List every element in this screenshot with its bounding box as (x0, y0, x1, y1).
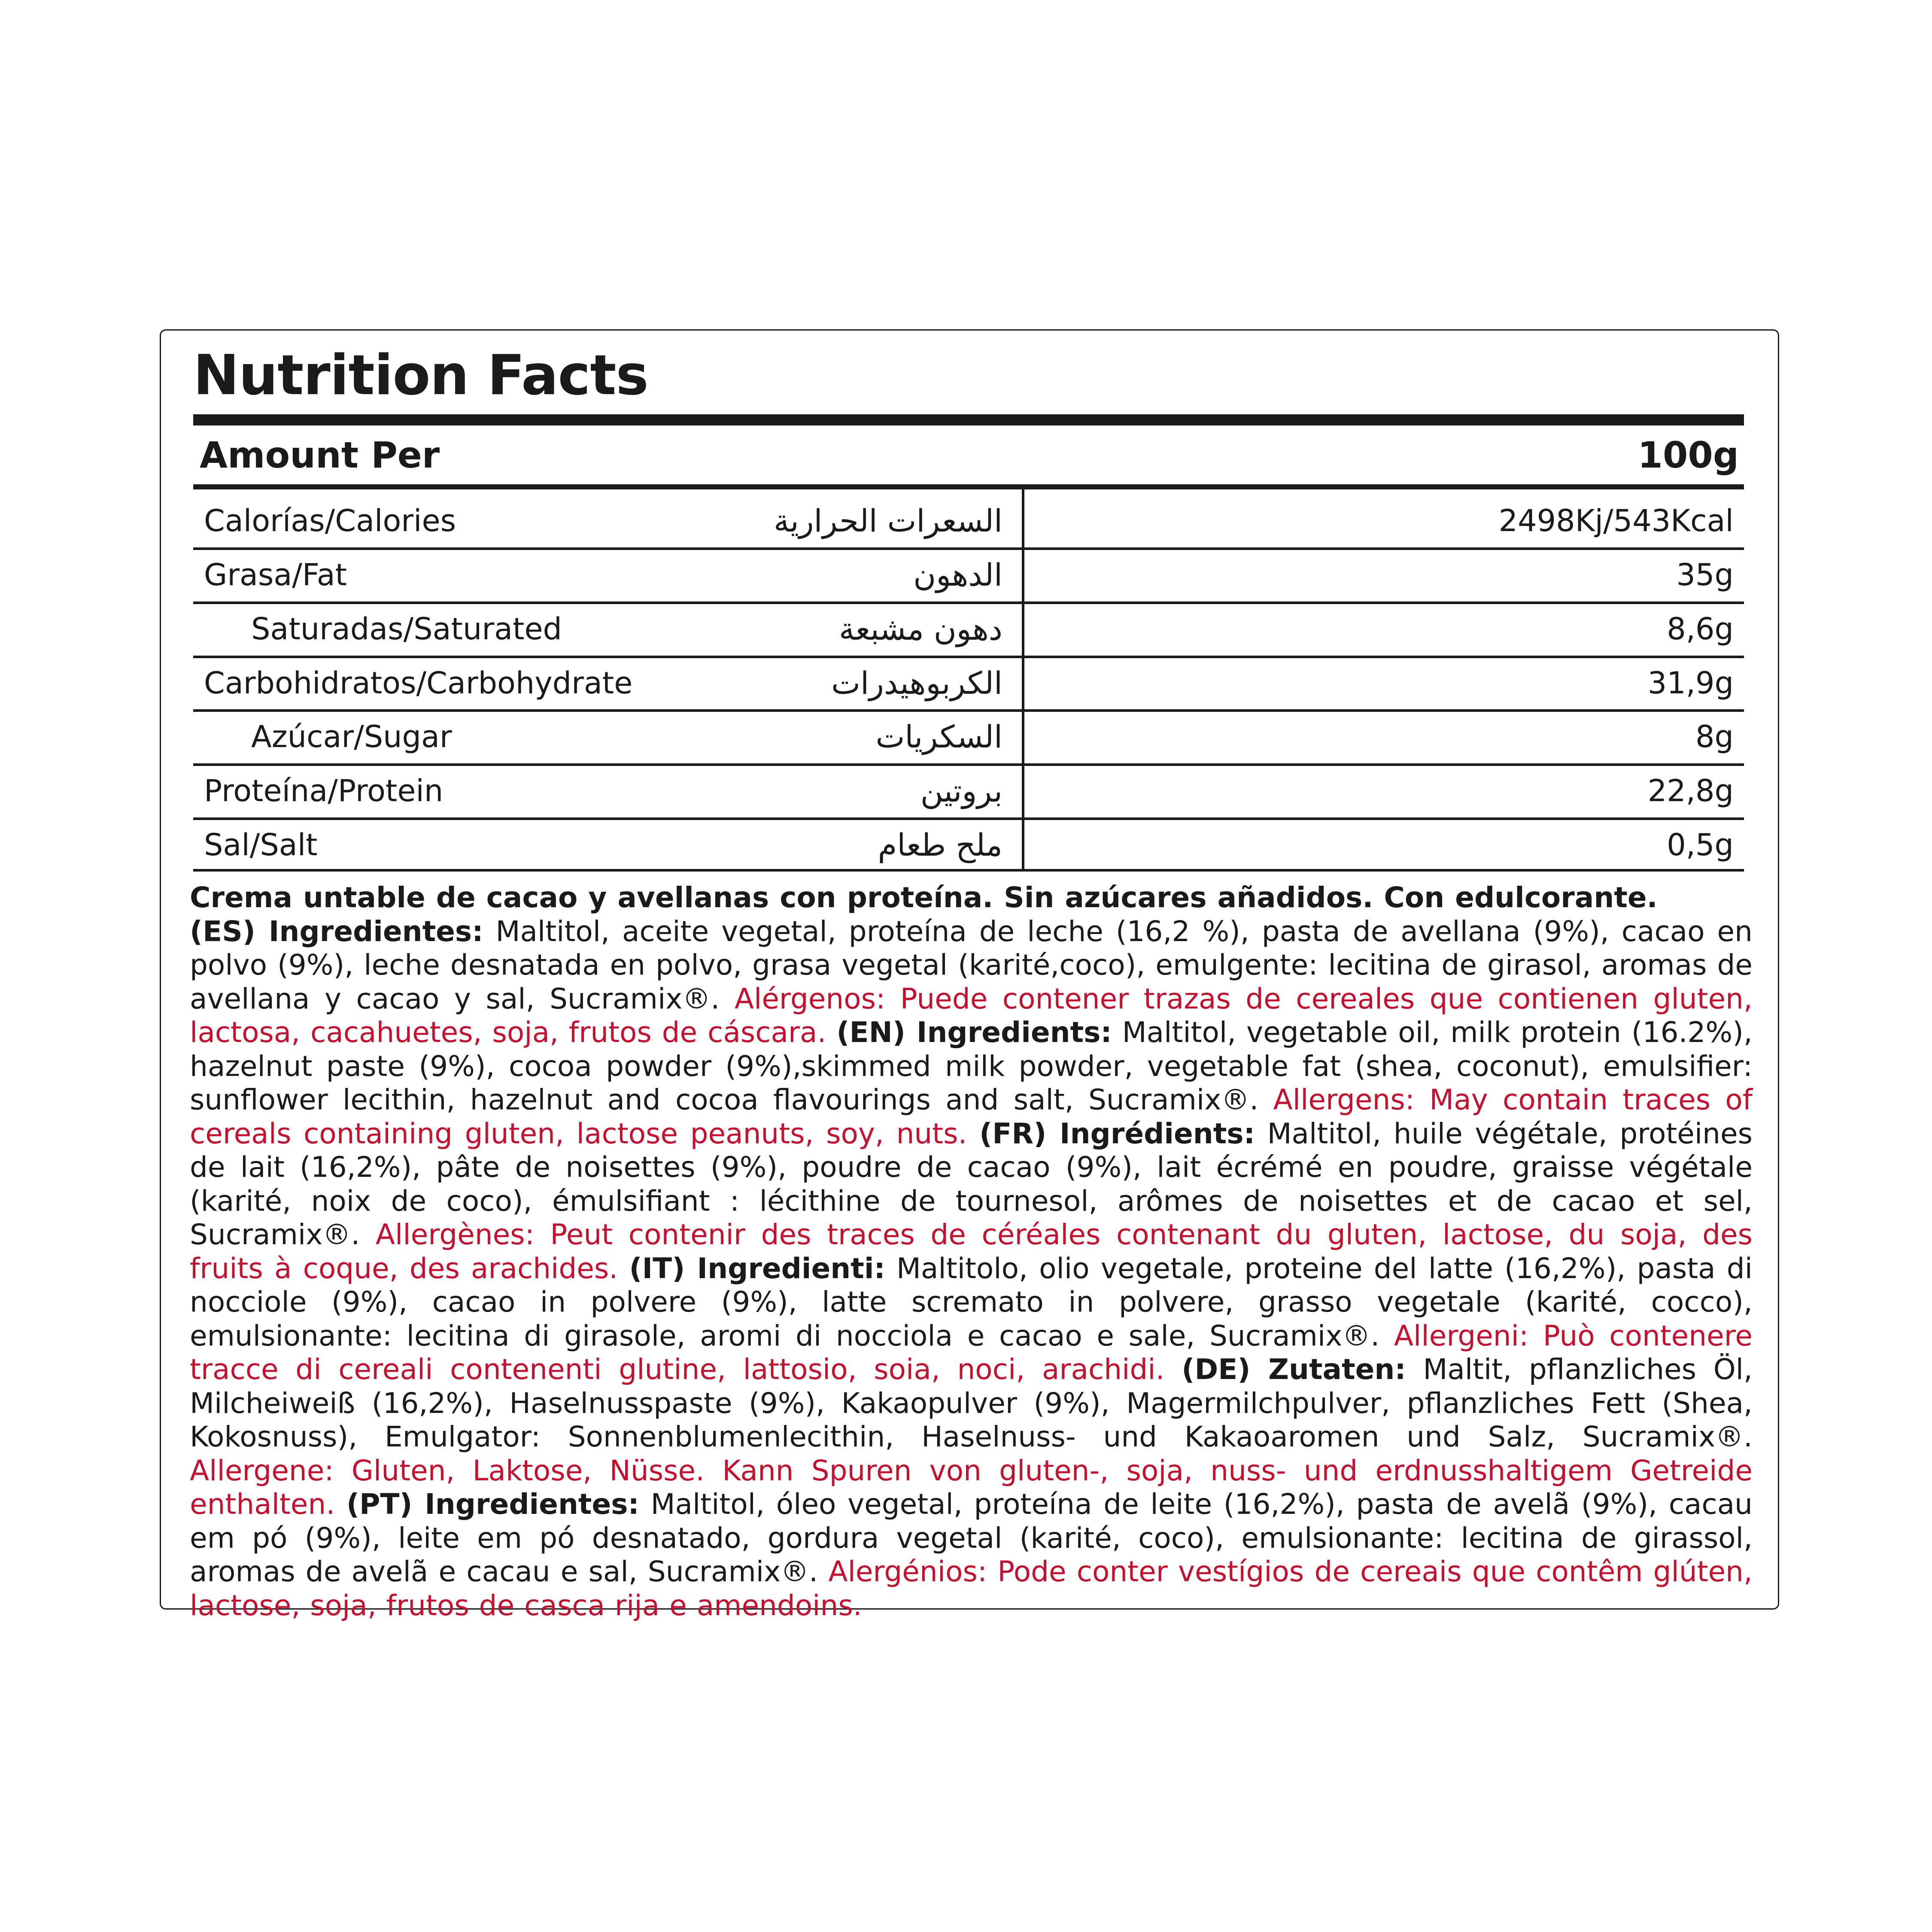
row-value-calories: 2498Kj/543Kcal (1498, 503, 1734, 538)
allergens-it: Allergeni: Può contenere tracce di cereali contenenti glutine, lattosio, soia, noci, arachidi. (190, 1319, 1753, 1386)
ingredients-es: Maltitol, aceite vegetal, proteína de leche (16,2 %), pasta de avellana (9%), cacao en polvo (9%), leche desnatada en polvo, grasa vegetal (karité,coco), emulgente: lecitina de girasol, aromas de avellana y cacao y sal, Sucramix®. (190, 914, 1753, 1015)
row-arabic-sugar: السكريات (875, 719, 1002, 755)
row-label-sugar: Azúcar/Sugar (251, 719, 452, 754)
row-arabic-saturated: دهون مشبعة (839, 611, 1002, 647)
allergens-pt: Alergénios: Pode conter vestígios de cereais que contêm glúten, lactose, soja, frutos de casca rija e amendoins. (190, 1555, 1753, 1622)
row-arabic-calories: السعرات الحرارية (774, 503, 1002, 539)
column-divider (1022, 489, 1024, 869)
row-value-carbohydrate: 31,9g (1647, 665, 1734, 701)
row-value-sugar: 8g (1695, 719, 1734, 754)
ingredients-heading-pt: (PT) Ingredientes: (346, 1488, 639, 1521)
row-value-salt: 0,5g (1667, 827, 1734, 863)
row-arabic-fat: الدهون (913, 557, 1002, 593)
product-description: Crema untable de cacao y avellanas con proteína. Sin azúcares añadidos. Con edulcorante. (190, 881, 1658, 914)
allergens-es: Alérgenos: Puede contener trazas de cereales que contienen gluten, lactosa, cacahuetes, soja, frutos de cáscara. (190, 982, 1753, 1049)
page-title: Nutrition Facts (193, 343, 648, 407)
ingredients-heading-en: (EN) Ingredients: (836, 1016, 1112, 1049)
allergens-fr: Allergènes: Peut contenir des traces de céréales contenant du gluten, lactose, du soja, des fruits à coque, des arachides. (190, 1218, 1753, 1285)
ingredients-heading-es: (ES) Ingredientes: (190, 914, 483, 948)
row-value-fat: 35g (1676, 557, 1734, 592)
row-arabic-carbohydrate: الكربوهيدرات (831, 665, 1002, 701)
row-label-protein: Proteína/Protein (204, 773, 444, 808)
row-value-saturated: 8,6g (1667, 611, 1734, 647)
ingredients-heading-it: (IT) Ingredienti: (629, 1252, 885, 1285)
row-label-carbohydrate: Carbohidratos/Carbohydrate (204, 665, 633, 701)
ingredients-en: Maltitol, vegetable oil, milk protein (16.2%), hazelnut paste (9%), cocoa powder (9%),skimmed milk powder, vegetable fat (shea, coconut), emulsifier: sunflower lecithin, hazelnut and cocoa flavourings and salt, Sucramix®. (190, 1016, 1753, 1116)
row-label-calories: Calorías/Calories (204, 503, 456, 538)
ingredients-it: Maltitolo, olio vegetale, proteine del latte (16,2%), pasta di nocciole (9%), cacao in polvere (9%), latte scremato in polvere, grasso vegetale (karité, cocco), emulsionante: lecitina di girasole, aromi di nocciola e cacao e sale, Sucramix®. (190, 1252, 1753, 1352)
row-label-salt: Sal/Salt (204, 827, 318, 863)
title-divider (193, 414, 1744, 425)
row-label-saturated: Saturadas/Saturated (251, 611, 562, 647)
serving-size: 100g (1637, 434, 1739, 476)
header-divider (193, 484, 1744, 489)
row-label-fat: Grasa/Fat (204, 557, 347, 592)
allergens-de: Allergene: Gluten, Laktose, Nüsse. Kann Spuren von gluten-, soja, nuss- und erdnusshaltigem Getreide enthalten. (190, 1454, 1753, 1521)
allergens-en: Allergens: May contain traces of cereals containing gluten, lactose peanuts, soy, nuts. (190, 1083, 1753, 1150)
ingredients-de: Maltit, pflanzliches Öl, Milcheiweiß (16,2%), Haselnusspaste (9%), Kakaopulver (9%), Magermilchpulver, pflanzliches Fett (Shea, Kokosnuss), Emulgator: Sonnenblumenlecithin, Haselnuss- und Kakaoaromen und Salz, Sucramix®. (190, 1353, 1753, 1453)
ingredients-fr: Maltitol, huile végétale, protéines de lait (16,2%), pâte de noisettes (9%), poudre de cacao (9%), lait écrémé en poudre, graisse végétale (karité, noix de coco), émulsifiant : lécithine de tournesol, arômes de noisettes et de cacao et sel, Sucramix®. (190, 1117, 1753, 1251)
ingredients-heading-de: (DE) Zutaten: (1182, 1353, 1406, 1386)
row-arabic-protein: بروتين (920, 773, 1002, 809)
row-arabic-salt: ملح طعام (878, 827, 1002, 863)
ingredients-pt: Maltitol, óleo vegetal, proteína de leite (16,2%), pasta de avelã (9%), cacau em pó (9%), leite em pó desnatado, gordura vegetal (karité, coco), emulsionante: lecitina de girassol, aromas de avelã e cacau e sal, Sucramix®. (190, 1488, 1753, 1588)
ingredients-text (190, 881, 1753, 1622)
table-bottom-divider (193, 869, 1744, 872)
ingredients-heading-fr: (FR) Ingrédients: (979, 1117, 1255, 1150)
row-value-protein: 22,8g (1647, 773, 1734, 808)
amount-per-label: Amount Per (200, 434, 440, 476)
